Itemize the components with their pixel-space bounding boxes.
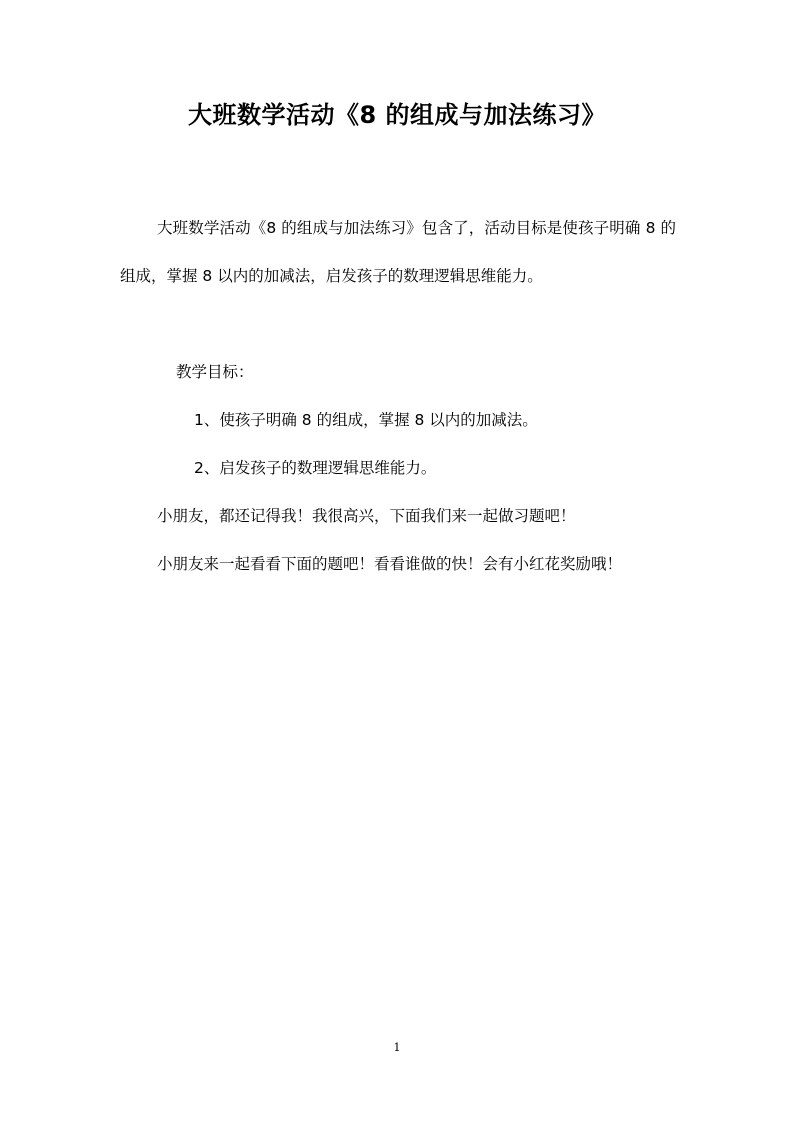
goal-item-2: 2、启发孩子的数理逻辑思维能力。 bbox=[194, 459, 437, 477]
goals-heading: 教学目标： bbox=[176, 363, 254, 381]
greeting-paragraph: 小朋友，都还记得我！我很高兴，下面我们来一起做习题吧！ bbox=[157, 507, 576, 525]
goal-item-1: 1、使孩子明确 8 的组成，掌握 8 以内的加减法。 bbox=[194, 411, 538, 429]
exercise-prompt-paragraph: 小朋友来一起看看下面的题吧！看看谁做的快！会有小红花奖励哦！ bbox=[157, 555, 623, 573]
intro-paragraph: 大班数学活动《8 的组成与加法练习》包含了，活动目标是使孩子明确 8 的组成，掌握 8 以内的加减法，启发孩子的数理逻辑思维能力。 bbox=[120, 219, 676, 285]
document-title: 大班数学活动《8 的组成与加法练习》 bbox=[187, 101, 607, 129]
page-number: 1 bbox=[393, 1041, 401, 1054]
